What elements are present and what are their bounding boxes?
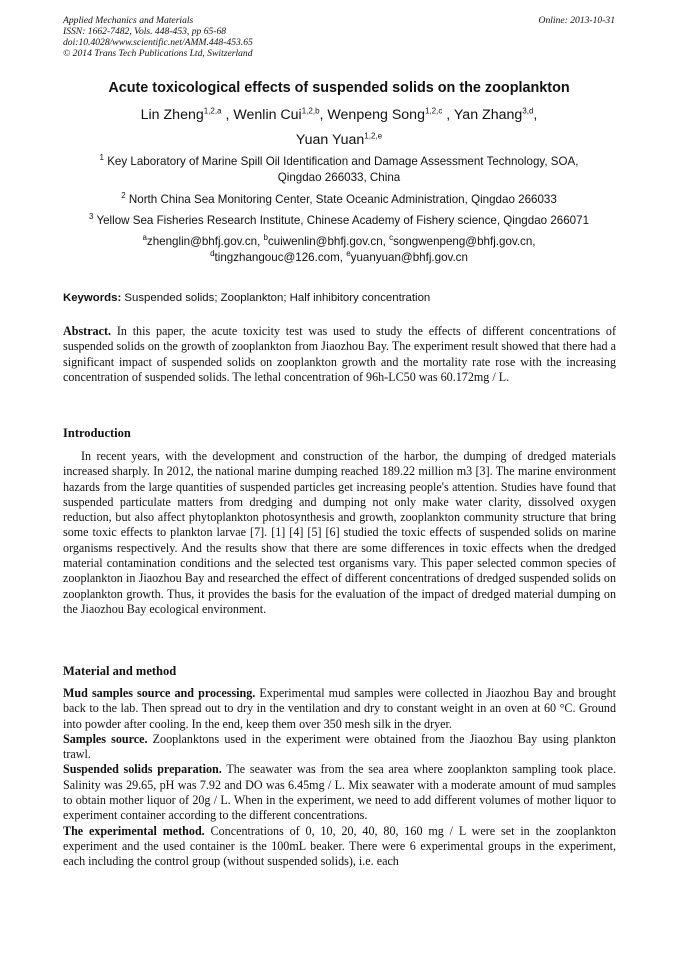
email-address[interactable]: tingzhangouc@126.com (214, 251, 340, 264)
abstract-text: In this paper, the acute toxicity test was used to study the effects of different concentrations of suspended solids on the growth of zooplankton from Jiaozhou Bay. The experiment result showed that there had a significant impact of suspended solids on zooplankton growth and the mortality rate rose with the increasing concentration of suspended solids. The lethal concentration of 96h-LC50 was 60.172mg / L. (63, 324, 616, 384)
paragraph-text: Concentrations of 0, 10, 20, 40, 80, 160 mg / L were set in the zooplankton experiment and the used container is the 100mL beaker. There were 6 experimental groups in the experiment, each including the control group (without suspended solids), i.e. each (63, 823, 616, 869)
author-sep: , (442, 107, 454, 123)
paper-title: Acute toxicological effects of suspended solids on the zooplankton (108, 80, 570, 96)
email-sup: b (263, 233, 268, 243)
email-sep: , (339, 251, 347, 264)
author-sep: , (319, 107, 328, 123)
email-sep: , (382, 235, 390, 248)
author-sup: 1,2,b (301, 106, 320, 116)
abstract (63, 324, 616, 385)
abstract-label: Abstract. (63, 324, 112, 338)
methods-paragraph (63, 686, 616, 732)
methods-paragraph (63, 824, 616, 870)
author-name: Lin Zheng (140, 107, 204, 123)
copyright-line: © 2014 Trans Tech Publications Ltd, Switzerland (63, 48, 253, 59)
email-address[interactable]: cuiwenlin@bhfj.gov.cn (267, 235, 383, 248)
email-address[interactable]: songwenpeng@bhfj.gov.cn (393, 235, 533, 248)
paragraph-label: Mud samples source and processing. (63, 686, 256, 700)
author-line-1 (40, 103, 638, 128)
online-date: Online: 2013-10-31 (538, 15, 615, 26)
methods-body (63, 686, 616, 870)
methods-heading: Material and method (63, 664, 177, 678)
author-sup: 3,d (522, 106, 534, 116)
introduction-text: In recent years, with the development and construction of the harbor, the dumping of dredged materials increased sharply. In 2012, the national marine dumping reached 189.22 million m3 [3]. The marine environment hazards from the large quantities of suspended particles get increasing people's attention. Studies have found that suspended particulate matters from dredging and dumping not only make water clarity, dissolved oxygen reduction, but also affect phytoplankton photosynthesis and growth, zooplankton community structure that bring some toxic effects to plankton larvae [7]. [1] [4] [5] [6] studied the toxic effects of suspended solids on marine organisms respectively. And the results show that there are some differences in toxic effects when the dredged material contamination conditions and the selected test organisms vary. This paper selected common species of zooplankton in Jiaozhou Bay and researched the effect of different concentrations of dredged suspended solids on zooplankton growth. Thus, it provides the basis for the evaluation of the impact of dredged material dumping on the Jiaozhou Bay ecological environment. (63, 449, 616, 616)
paragraph-text: Experimental mud samples were collected in Jiaozhou Bay and brought back to the lab. Then spread out to dry in the ventilation and dry to constant weight in an oven at 60 °C. Ground into powder after cooling. In the end, keep them over 350 mesh silk in the dryer. (63, 686, 616, 731)
author-name: Yuan Yuan (295, 132, 365, 148)
email-list (40, 234, 638, 266)
methods-paragraph (63, 762, 616, 823)
email-sep: , (532, 235, 536, 248)
affiliation-text-2: Qingdao 266033, China (277, 171, 401, 184)
email-address[interactable]: yuanyuan@bhfj.gov.cn (350, 251, 468, 264)
paragraph-label: The experimental method. (63, 823, 205, 838)
paragraph-text: Zooplanktons used in the experiment were obtained from the Jiaozhou Bay using plankton trawl. (63, 731, 616, 762)
introduction-body (63, 449, 616, 617)
affiliation-text: North China Sea Monitoring Center, State Oceanic Administration, Qingdao 266033 (128, 193, 557, 206)
author-sup: 1,2,a (203, 106, 222, 116)
affiliation-1 (40, 154, 638, 186)
author-sup: 1,2,c (424, 106, 443, 116)
email-sup: a (142, 233, 147, 243)
email-sep: , (257, 235, 264, 248)
email-sup: e (346, 249, 351, 259)
doi-line: doi:10.4028/www.scientific.net/AMM.448-453.65 (63, 37, 253, 48)
affiliation-num: 1 (99, 153, 104, 163)
affiliation-3 (40, 213, 638, 229)
author-name: Wenlin Cui (233, 107, 302, 123)
author-sep: , (221, 107, 234, 123)
author-sup: 1,2,e (364, 131, 383, 141)
author-sep: , (533, 107, 538, 123)
author-list (40, 103, 638, 153)
email-sup: d (210, 249, 215, 259)
keywords-text: Suspended solids; Zooplankton; Half inhibitory concentration (121, 292, 431, 304)
email-address[interactable]: zhenglin@bhfj.gov.cn (146, 235, 258, 248)
author-name: Wenpeng Song (327, 107, 425, 123)
affiliation-2 (40, 192, 638, 208)
methods-paragraph (63, 732, 616, 763)
affiliation-text: Yellow Sea Fisheries Research Institute, Chinese Academy of Fishery science, Qingdao 266071 (96, 214, 590, 227)
paragraph-label: Samples source. (63, 731, 148, 746)
author-line-2 (40, 128, 638, 153)
issn-line: ISSN: 1662-7482, Vols. 448-453, pp 65-68 (63, 26, 227, 37)
paragraph-label: Suspended solids preparation. (63, 762, 222, 777)
journal-header (63, 15, 615, 59)
affiliation-num: 2 (121, 191, 126, 201)
email-sup: c (389, 233, 394, 243)
affiliation-num: 3 (88, 212, 94, 222)
introduction-heading: Introduction (63, 426, 131, 440)
journal-name: Applied Mechanics and Materials (63, 15, 194, 26)
affiliation-text: Key Laboratory of Marine Spill Oil Identification and Damage Assessment Technology, SOA, (107, 155, 579, 168)
keywords-label: Keywords: (63, 292, 122, 304)
author-name: Yan Zhang (453, 107, 523, 123)
keywords (63, 292, 623, 304)
paragraph-text: The seawater was from the sea area where zooplankton sampling took place. Salinity was 29.65, pH was 7.92 and DO was 6.45mg / L. Mix seawater with a moderate amount of mud samples to obtain mother liquor of 20g / L. When in the experiment, we need to add different volumes of mother liquor to experiment container according to the different concentrations. (63, 762, 616, 823)
